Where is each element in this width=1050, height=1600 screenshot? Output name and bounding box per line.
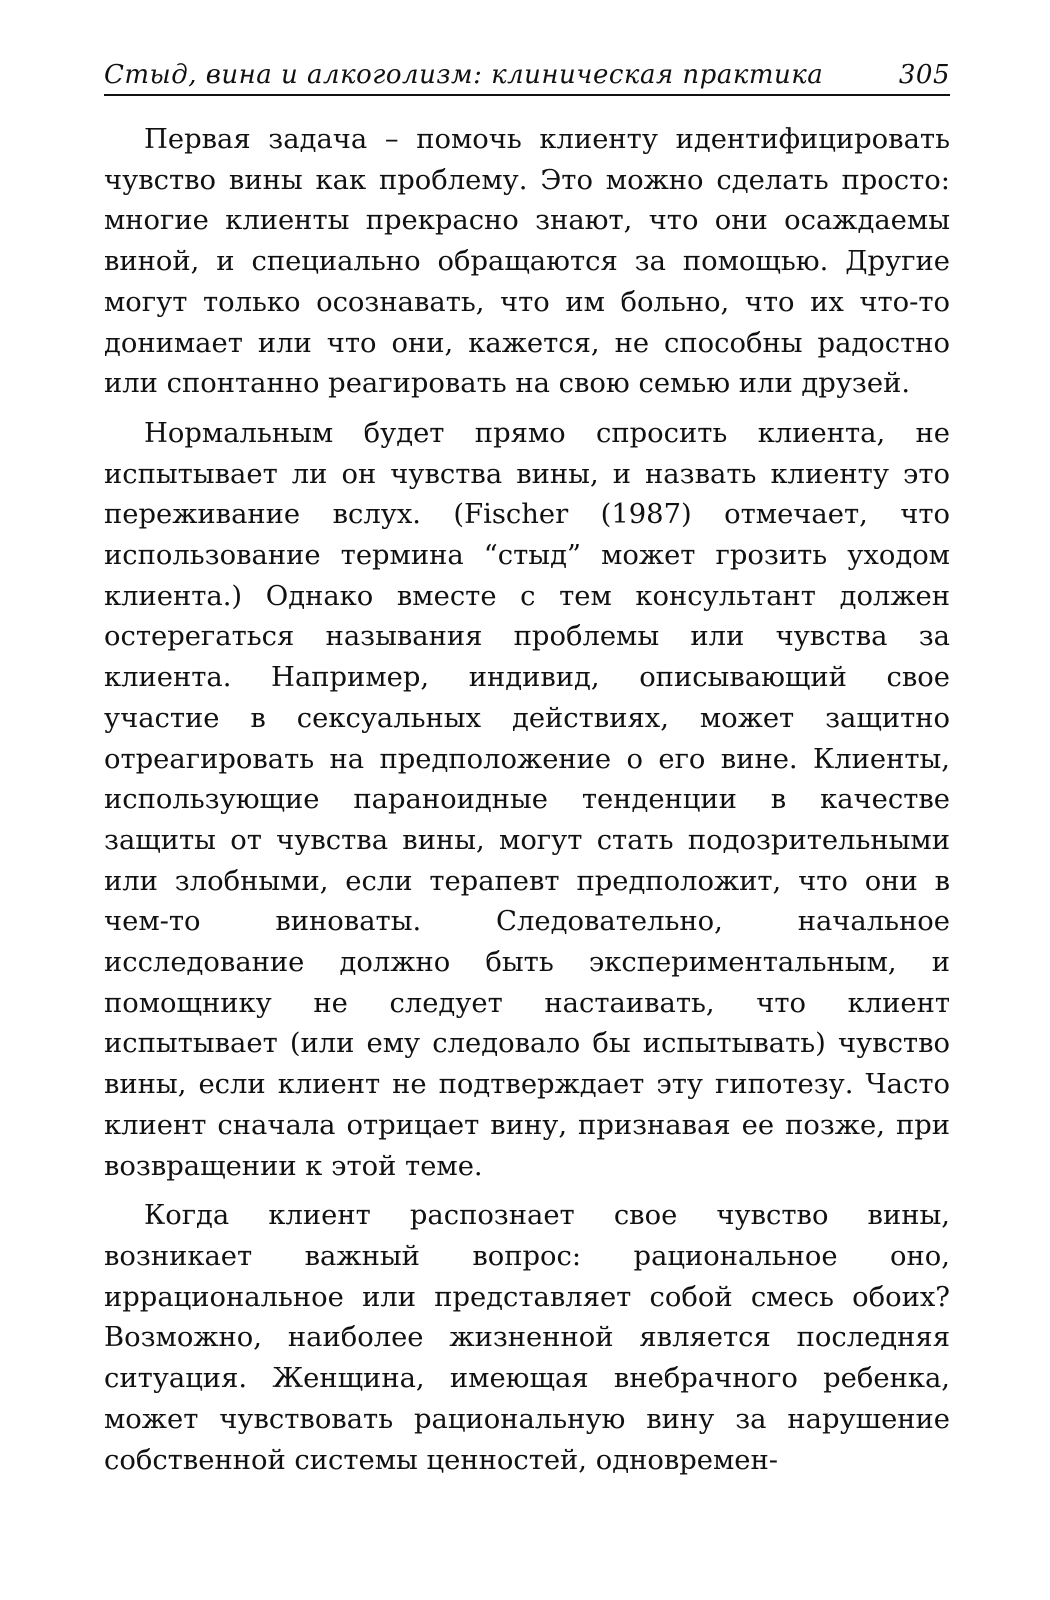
- page-number: 305: [898, 60, 950, 90]
- paragraph-3: Когда клиент распознает свое чувство вины, возникает важный вопрос: рациональное оно, иррациональное или представляет собой смесь обоих? Возможно, наиболее жизненной является последняя ситуация. Женщина, имеющая внебрачного ребенка, может чувствовать рациональную вину за нарушение собственной системы ценностей, одновремен-: [104, 1200, 950, 1476]
- body-text: [104, 120, 950, 1481]
- paragraph-2: Нормальным будет прямо спросить клиента, не испытывает ли он чувства вины, и назвать клиенту это переживание вслух. (Fischer (1987) отмечает, что использование термина “стыд” может грозить уходом клиента.) Однако вместе с тем консультант должен остерегаться называния проблемы или чувства за клиента. Например, индивид, описывающий свое участие в сексуальных действиях, может защитно отреагировать на предположение о его вине. Клиенты, использующие параноидные тенденции в качестве защиты от чувства вины, могут стать подозрительными или злобными, если терапевт предположит, что они в чем-то виноваты. Следовательно, начальное исследование должно быть экспериментальным, и помощнику не следует настаивать, что клиент испытывает (или ему следовало бы испытывать) чувство вины, если клиент не подтверждает эту гипотезу. Часто клиент сначала отрицает вину, признавая ее позже, при возвращении к этой теме.: [104, 417, 950, 1182]
- paragraph-1: Первая задача – помочь клиенту идентифицировать чувство вины как проблему. Это можно сделать просто: многие клиенты прекрасно знают, что они осаждаемы виной, и специально обращаются за помощью. Другие могут только осознавать, что им больно, что их что-то донимает или что они, кажется, не способны радостно или спонтанно реагировать на свою семью или друзей.: [104, 124, 950, 400]
- running-header: [104, 58, 950, 96]
- book-page: [104, 58, 950, 1490]
- header-title: Стыд, вина и алкоголизм: клиническая практика: [104, 60, 824, 90]
